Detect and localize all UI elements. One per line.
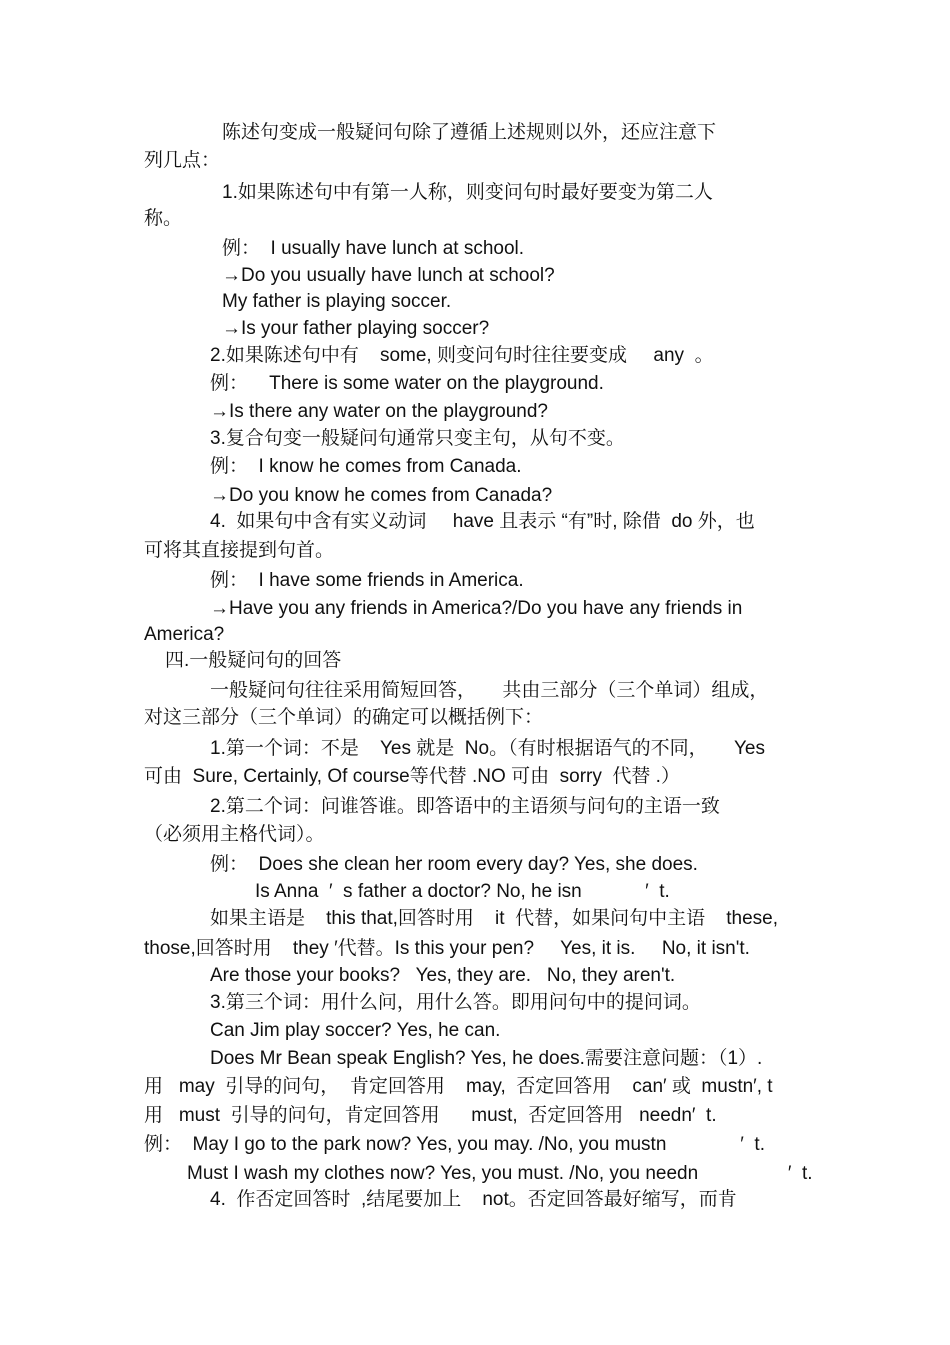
text-line-11: →Is there any water on the playground? <box>210 401 548 422</box>
text-line-25: 2.第二个词：问谁答谁。即答语中的主语须与问句的主语一致 <box>210 796 720 817</box>
text-line-27: 例： Does she clean her room every day? Yes, she does. <box>210 854 698 875</box>
text-line-30: those,回答时用 they ′代替。Is this your pen? Yes, it is. No, it isn't. <box>144 938 750 959</box>
text-line-4: 称。 <box>144 208 183 229</box>
text-line-9: 2.如果陈述句中有 some, 则变问句时往往要变成 any 。 <box>210 345 714 366</box>
text-line-6: →Do you usually have lunch at school? <box>222 265 555 286</box>
text-line-12: 3.复合句变一般疑问句通常只变主句，从句不变。 <box>210 428 625 449</box>
text-line-29: 如果主语是 this that,回答时用 it 代替，如果问句中主语 these, <box>210 908 778 929</box>
text-line-17: 例： I have some friends in America. <box>210 570 524 591</box>
text-line-2: 列几点： <box>144 150 221 171</box>
text-line-28: Is Anna ′ s father a doctor? No, he isn ′ t. <box>255 881 670 902</box>
text-line-37: 例： May I go to the park now? Yes, you may. /No, you mustn ′ t. <box>144 1134 765 1155</box>
text-line-18: →Have you any friends in America?/Do you have any friends in <box>210 598 743 619</box>
text-line-19: America? <box>144 624 225 645</box>
text-line-34: Does Mr Bean speak English? Yes, he does.需要注意问题：（1）. <box>210 1048 763 1069</box>
text-line-36: 用 must 引导的问句，肯定回答用 must, 否定回答用 needn′ t. <box>144 1105 717 1126</box>
text-line-8: →Is your father playing soccer? <box>222 318 490 339</box>
text-line-32: 3.第三个词：用什么问，用什么答。即用问句中的提问词。 <box>210 992 701 1013</box>
text-line-21: 一般疑问句往往采用简短回答， 共由三部分（三个单词）组成， <box>210 680 769 701</box>
text-line-26: （必须用主格代词）。 <box>144 824 325 845</box>
section-heading: 四.一般疑问句的回答 <box>165 650 342 671</box>
text-line-35: 用 may 引导的问句， 肯定回答用 may, 否定回答用 can′ 或 mustn′, t <box>144 1076 773 1097</box>
text-line-33: Can Jim play soccer? Yes, he can. <box>210 1020 501 1041</box>
text-line-23: 1.第一个词：不是 Yes 就是 No。（有时根据语气的不同， Yes <box>210 738 765 759</box>
text-line-24: 可由 Sure, Certainly, Of course等代替 .NO 可由 sorry 代替 .） <box>144 766 680 787</box>
text-line-1: 陈述句变成一般疑问句除了遵循上述规则以外，还应注意下 <box>222 122 717 143</box>
text-line-16: 可将其直接提到句首。 <box>144 540 335 561</box>
text-line-3: 1.如果陈述句中有第一人称，则变问句时最好要变为第二人 <box>222 182 713 203</box>
text-line-10: 例： There is some water on the playground. <box>210 373 604 394</box>
text-line-5: 例： I usually have lunch at school. <box>222 238 525 259</box>
text-line-38: Must I wash my clothes now? Yes, you must. /No, you needn ′ t. <box>187 1163 813 1184</box>
text-line-7: My father is playing soccer. <box>222 291 452 312</box>
text-line-13: 例： I know he comes from Canada. <box>210 456 522 477</box>
text-line-31: Are those your books? Yes, they are. No, they aren't. <box>210 965 676 986</box>
text-line-39: 4. 作否定回答时 ,结尾要加上 not。否定回答最好缩写，而肯 <box>210 1189 737 1210</box>
text-line-15: 4. 如果句中含有实义动词 have 且表示 “有”时, 除借 do 外，也 <box>210 511 755 532</box>
text-line-14: →Do you know he comes from Canada? <box>210 485 553 506</box>
text-line-22: 对这三部分（三个单词）的确定可以概括例下： <box>144 707 544 728</box>
